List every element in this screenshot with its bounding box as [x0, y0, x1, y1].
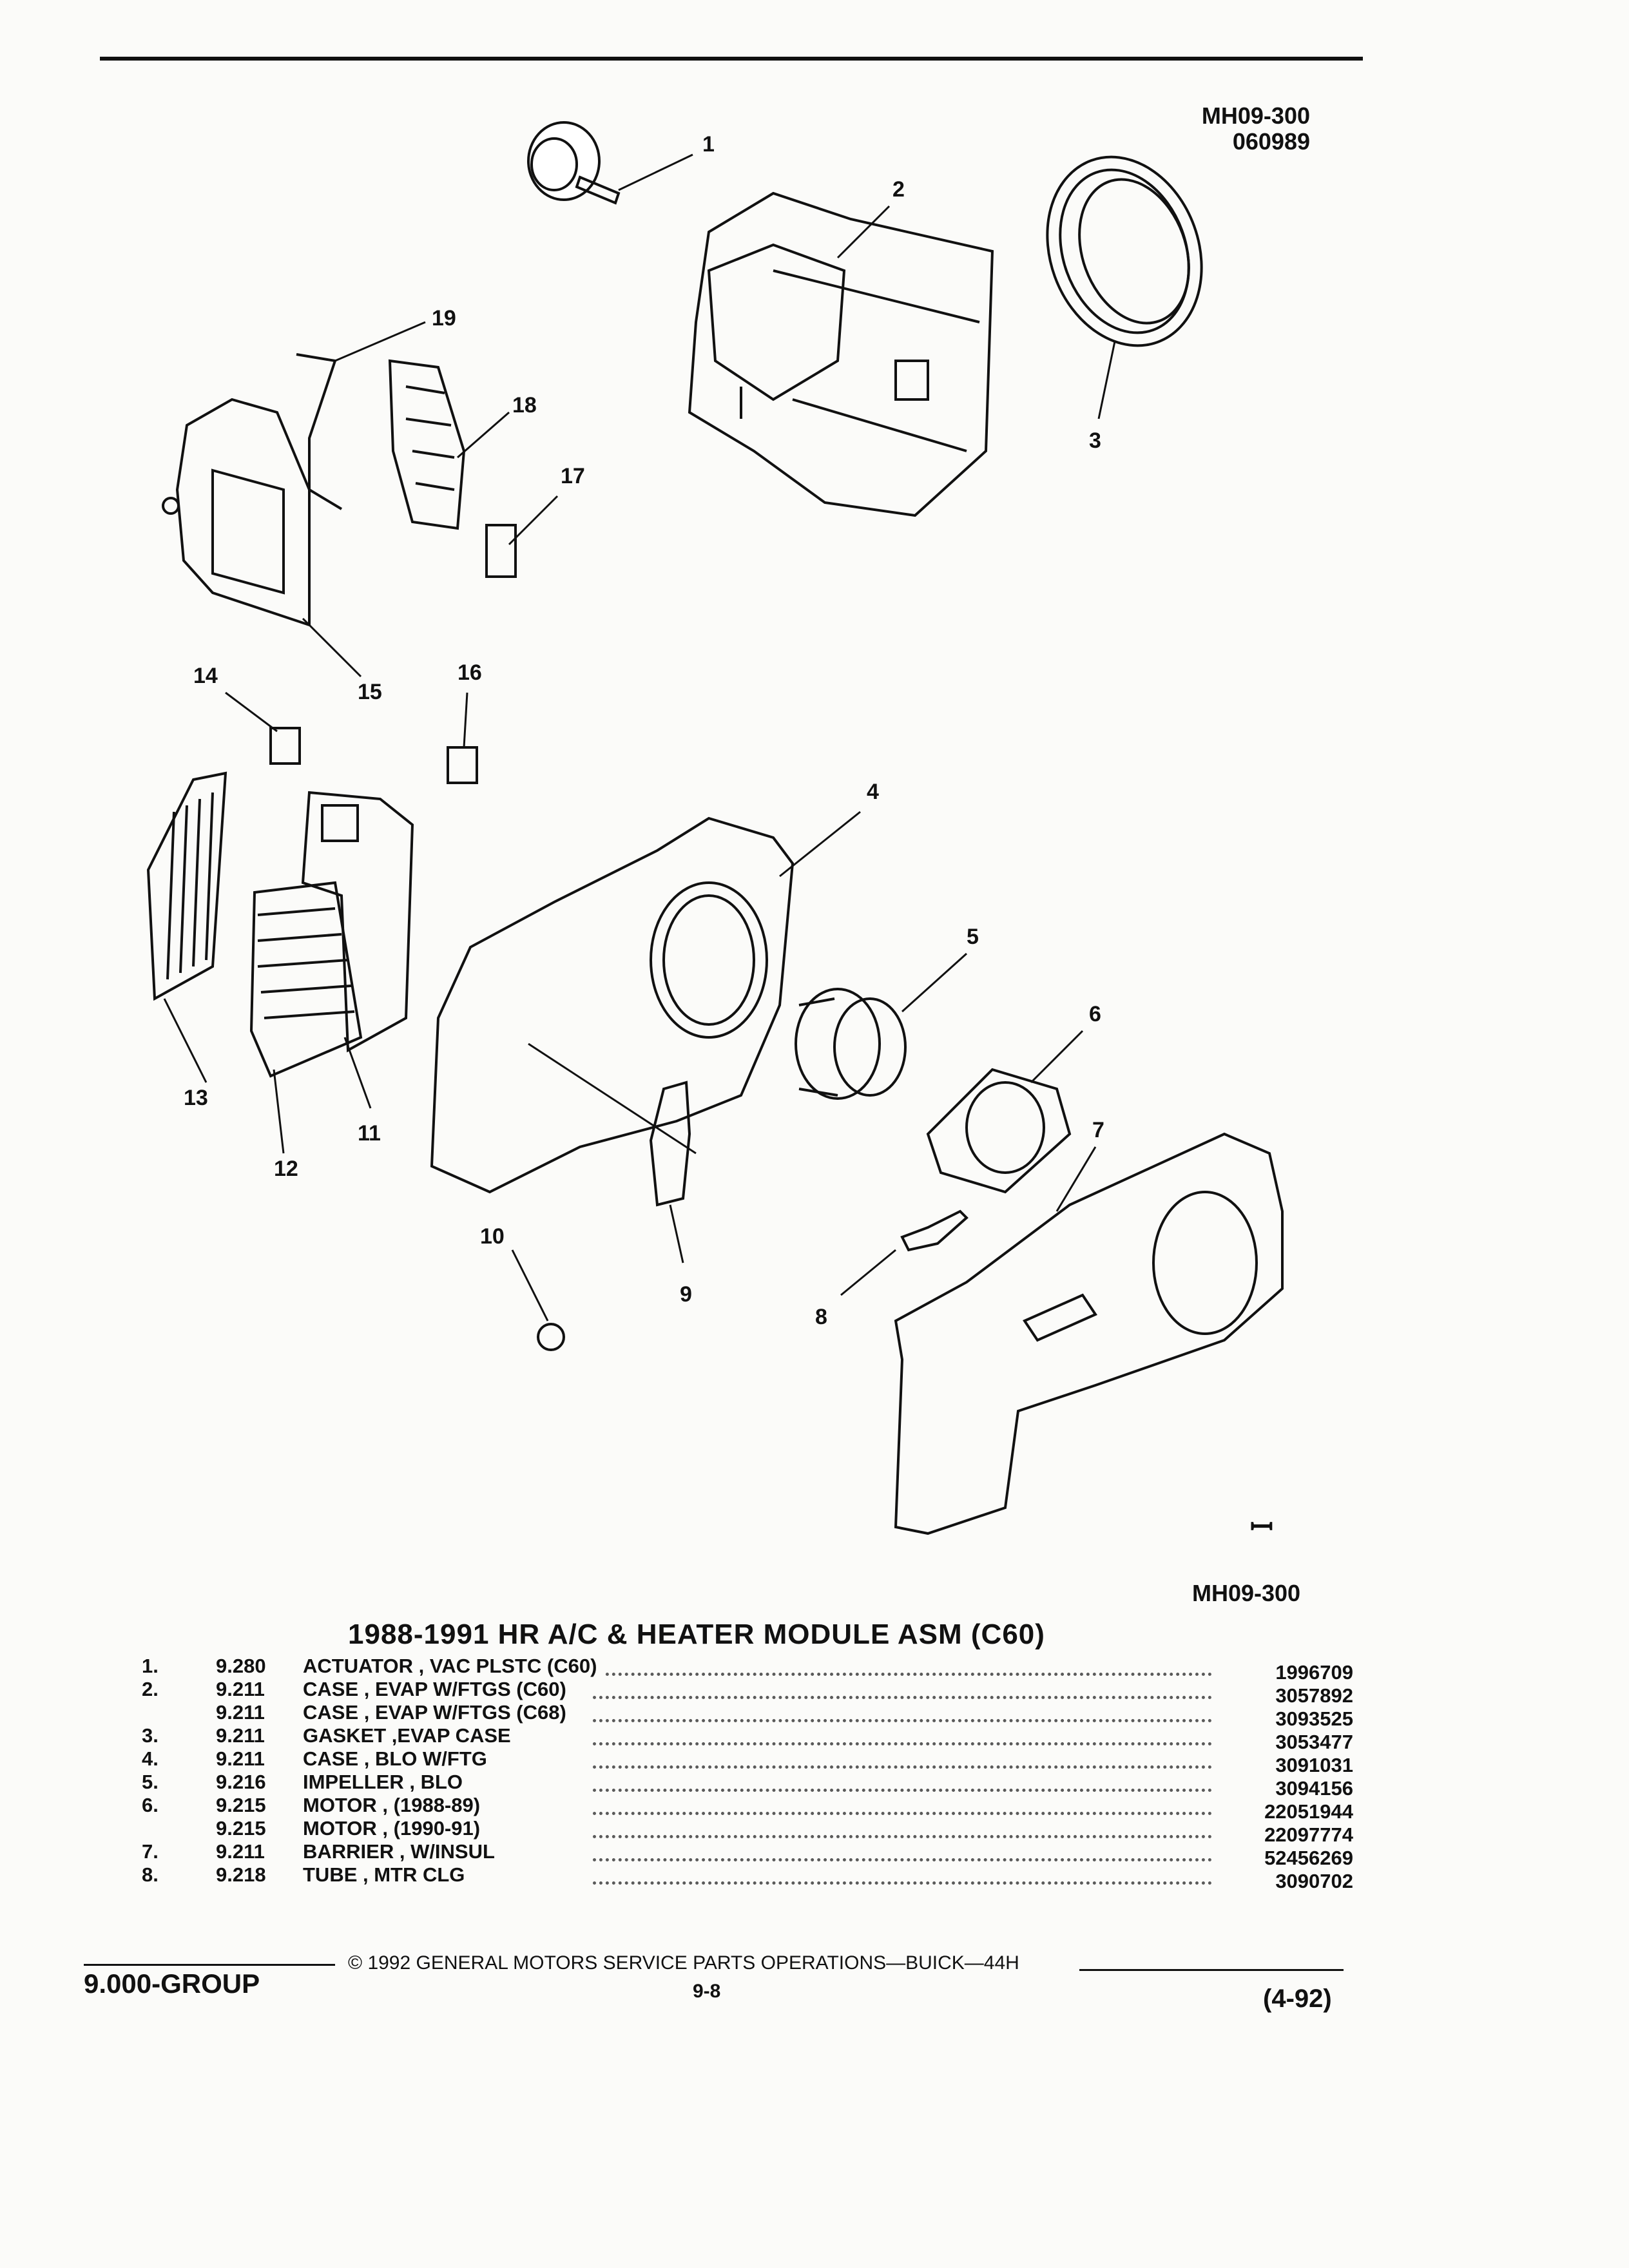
- parts-row: [142, 1771, 1353, 1800]
- part-11-heater-core: [303, 793, 412, 1146]
- item-number: 1.: [142, 1655, 159, 1677]
- parts-row: [142, 1794, 1353, 1823]
- group-number: 9.211: [216, 1701, 265, 1724]
- part-15-case-cover: [163, 399, 382, 704]
- part-number: 22097774: [1211, 1823, 1353, 1847]
- part-description: TUBE , MTR CLG: [303, 1863, 471, 1886]
- item-number: 7.: [142, 1840, 159, 1863]
- footer-group-label: 9.000-GROUP: [84, 1968, 260, 1999]
- part-description: ACTUATOR , VAC PLSTC (C60): [303, 1655, 603, 1677]
- part-description: BARRIER , W/INSUL: [303, 1840, 501, 1863]
- callout-6: 6: [1089, 1002, 1101, 1026]
- item-number: 3.: [142, 1724, 159, 1747]
- group-number: 9.215: [216, 1794, 266, 1816]
- part-2-evap-case: [689, 177, 992, 515]
- callout-8: 8: [815, 1305, 827, 1329]
- group-number: 9.211: [216, 1747, 265, 1770]
- part-description: IMPELLER , BLO: [303, 1771, 469, 1793]
- part-number: 3053477: [1211, 1731, 1353, 1754]
- callout-18: 18: [512, 393, 537, 418]
- callout-9: 9: [680, 1282, 692, 1307]
- callout-11: 11: [358, 1121, 381, 1146]
- part-9-bracket: [528, 1044, 696, 1307]
- parts-row: [142, 1724, 1353, 1753]
- group-number: 9.280: [216, 1655, 266, 1677]
- part-description: CASE , BLO W/FTG: [303, 1747, 494, 1770]
- parts-row: [142, 1863, 1353, 1892]
- group-number: 9.211: [216, 1724, 265, 1747]
- part-16-grommet: [448, 660, 482, 783]
- figure-code-bottom: MH09-300: [1192, 1580, 1301, 1606]
- part-18-filter: [390, 361, 537, 528]
- callout-4: 4: [867, 780, 879, 804]
- item-number: 4.: [142, 1747, 159, 1770]
- part-number: 3090702: [1211, 1870, 1353, 1893]
- parts-row: [142, 1817, 1353, 1846]
- part-12-evaporator-core: [251, 883, 361, 1181]
- footer-page-number: 9-8: [693, 1981, 721, 2002]
- parts-row: [142, 1747, 1353, 1776]
- part-number: 22051944: [1211, 1800, 1353, 1823]
- callout-7: 7: [1092, 1118, 1104, 1142]
- group-number: 9.216: [216, 1771, 266, 1793]
- item-number: 2.: [142, 1678, 159, 1700]
- footer-rule-right: [1079, 1969, 1344, 1971]
- footer-copyright: © 1992 GENERAL MOTORS SERVICE PARTS OPERATIONS—BUICK—44H: [348, 1952, 1019, 1974]
- part-number: 3091031: [1211, 1754, 1353, 1777]
- callout-12: 12: [274, 1157, 298, 1181]
- part-1-actuator: [528, 122, 715, 203]
- part-description: CASE , EVAP W/FTGS (C60): [303, 1678, 573, 1700]
- part-3-gasket: [1022, 135, 1228, 453]
- callout-15: 15: [358, 680, 382, 704]
- part-14-grommet: [193, 664, 300, 764]
- figure-code: MH09-300: [1201, 102, 1310, 129]
- figure-code-secondary: 060989: [1232, 128, 1310, 155]
- part-4-blower-case: [432, 780, 879, 1192]
- part-description: MOTOR , (1990-91): [303, 1817, 487, 1840]
- group-number: 9.211: [216, 1840, 265, 1863]
- parts-row: [142, 1701, 1353, 1730]
- callout-19: 19: [432, 306, 456, 331]
- part-description: MOTOR , (1988-89): [303, 1794, 487, 1816]
- callout-3: 3: [1089, 428, 1101, 453]
- part-17-clip: [487, 464, 585, 577]
- callout-13: 13: [184, 1086, 208, 1110]
- part-7-barrier: [896, 1118, 1282, 1533]
- parts-row: [142, 1678, 1353, 1707]
- part-number: 3094156: [1211, 1777, 1353, 1800]
- part-number: 1996709: [1211, 1661, 1353, 1684]
- part-description: GASKET ,EVAP CASE: [303, 1724, 517, 1747]
- part-13-screen: [148, 773, 226, 1110]
- part-5-impeller: [796, 925, 979, 1099]
- callout-10: 10: [480, 1224, 505, 1249]
- item-number: 6.: [142, 1794, 159, 1816]
- part-number: 3057892: [1211, 1684, 1353, 1707]
- part-8-cooling-tube: [815, 1211, 967, 1329]
- callout-14: 14: [193, 664, 218, 688]
- part-number: 3093525: [1211, 1707, 1353, 1731]
- callout-5: 5: [967, 925, 979, 949]
- parts-row: [142, 1840, 1353, 1869]
- gm-logo-mark: ꟷ: [1250, 1512, 1273, 1543]
- callout-16: 16: [458, 660, 482, 685]
- group-number: 9.211: [216, 1678, 265, 1700]
- group-number: 9.218: [216, 1863, 266, 1886]
- part-6-blower-motor: [928, 1002, 1101, 1192]
- footer-rule-left: [84, 1964, 335, 1966]
- part-19-seal: [296, 306, 456, 509]
- group-number: 9.215: [216, 1817, 266, 1840]
- footer-date-code: (4-92): [1263, 1984, 1332, 2013]
- part-description: CASE , EVAP W/FTGS (C68): [303, 1701, 573, 1724]
- item-number: 5.: [142, 1771, 159, 1793]
- part-10-fastener: [480, 1224, 564, 1350]
- parts-list: [142, 1655, 1353, 1892]
- part-number: 52456269: [1211, 1847, 1353, 1870]
- item-number: 8.: [142, 1863, 159, 1886]
- callout-1: 1: [702, 132, 715, 157]
- parts-list-title: 1988-1991 HR A/C & HEATER MODULE ASM (C60): [348, 1619, 1045, 1650]
- parts-row: [142, 1655, 1353, 1684]
- callout-2: 2: [892, 177, 905, 202]
- callout-17: 17: [561, 464, 585, 488]
